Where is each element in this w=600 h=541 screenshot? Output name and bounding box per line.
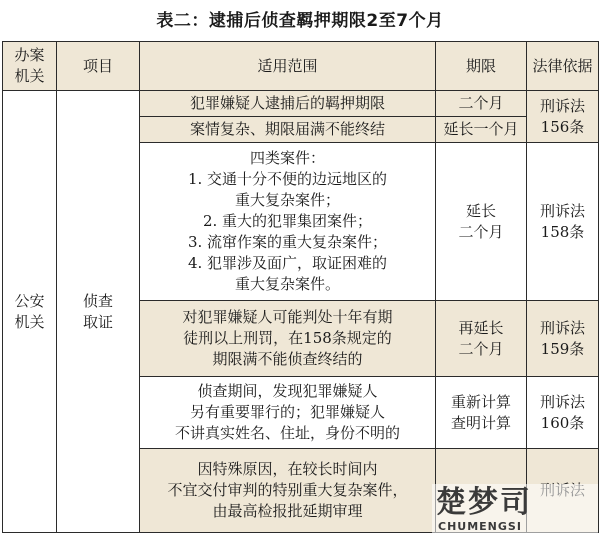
- basis-cell: 刑诉法 156条: [527, 91, 599, 143]
- period-cell: 二个月: [436, 91, 527, 117]
- header-row: [3, 42, 599, 91]
- header-basis: 法律依据: [527, 42, 599, 91]
- header-scope: 适用范围: [140, 42, 436, 91]
- watermark-subtitle: CHUMENGSI: [438, 520, 522, 533]
- scope-cell: 对犯罪嫌疑人可能判处十年有期 徒刑以上刑罚，在158条规定的 期限满不能侦查终结的: [140, 301, 436, 377]
- header-item: 项目: [57, 42, 140, 91]
- detention-period-table: [2, 41, 599, 533]
- basis-cell: 刑诉法 158条: [527, 143, 599, 301]
- agency-cell: 公安 机关: [3, 91, 57, 533]
- header-period: 期限: [436, 42, 527, 91]
- basis-cell: 刑诉法 160条: [527, 377, 599, 449]
- table-row: [3, 91, 599, 117]
- scope-cell: 侦查期间，发现犯罪嫌疑人 另有重要罪行的；犯罪嫌疑人 不讲真实姓名、住址，身份不明的: [140, 377, 436, 449]
- basis-cell: 刑诉法 159条: [527, 301, 599, 377]
- period-cell: 重新计算 查明计算: [436, 377, 527, 449]
- scope-cell: 犯罪嫌疑人逮捕后的羁押期限: [140, 91, 436, 117]
- watermark: [432, 484, 598, 538]
- scope-cell: 案情复杂、期限届满不能终结: [140, 117, 436, 143]
- scope-cell: 四类案件： 1. 交通十分不便的边远地区的 重大复杂案件； 2. 重大的犯罪集团案件； 3. 流窜作案的重大复杂案件； 4. 犯罪涉及面广，取证困难的 重大复杂案件。: [140, 143, 436, 301]
- period-cell: 延长 二个月: [436, 143, 527, 301]
- scope-cell: 因特殊原因，在较长时间内 不宜交付审判的特别重大复杂案件， 由最高检报批延期审理: [140, 449, 436, 533]
- watermark-logo: 楚梦司: [436, 485, 532, 520]
- table-title: 表二：逮捕后侦查羁押期限2至7个月: [156, 11, 444, 31]
- period-cell: 延长一个月: [436, 117, 527, 143]
- period-cell: 再延长 二个月: [436, 301, 527, 377]
- item-cell: 侦查 取证: [57, 91, 140, 533]
- header-agency: 办案 机关: [3, 42, 57, 91]
